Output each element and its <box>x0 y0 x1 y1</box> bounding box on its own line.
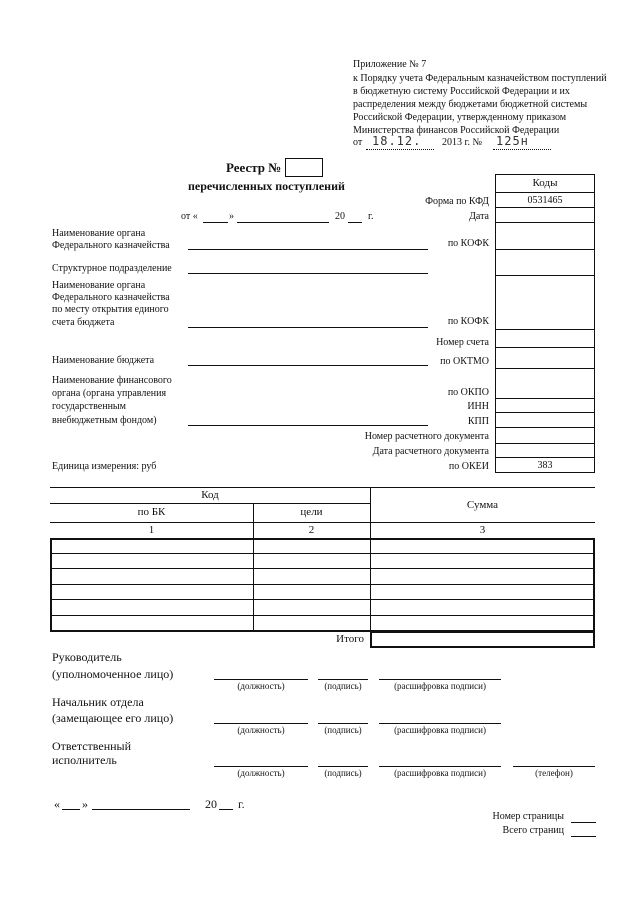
form-code: 0531465 <box>527 195 563 206</box>
date-month-field[interactable] <box>237 222 329 223</box>
appendix-date-value: 18.12. <box>372 134 422 148</box>
appendix-line: к Порядку учета Федеральным казначейством поступлений <box>353 73 607 84</box>
table-kod-header: Код <box>201 489 219 501</box>
label-org2: счета бюджета <box>52 317 115 328</box>
label-page-number: Номер страницы <box>492 811 564 822</box>
table-col-number: 1 <box>148 524 155 536</box>
codes-divider <box>495 398 595 399</box>
sig-resp-label: исполнитель <box>52 753 117 767</box>
table-po-bk-header: по БК <box>137 506 166 518</box>
label-total-pages: Всего страниц <box>502 825 564 836</box>
sig-caption: (должность) <box>237 768 285 778</box>
sig-resp-label: Ответственный <box>52 739 132 753</box>
footer-month-field[interactable] <box>92 809 190 810</box>
table-row[interactable] <box>50 568 595 569</box>
register-number-box[interactable] <box>285 158 323 177</box>
label-budget: Наименование бюджета <box>52 355 155 366</box>
struct-field[interactable] <box>188 273 428 274</box>
sig-caption: (расшифровка подписи) <box>394 725 486 735</box>
footer-year: 20 <box>205 797 217 811</box>
label-okpo: по ОКПО <box>447 387 489 398</box>
table-divider <box>50 503 370 504</box>
label-oktmo: по ОКТМО <box>440 356 489 367</box>
codes-divider <box>495 457 595 458</box>
table-col-number: 3 <box>479 524 486 536</box>
label-kofk: по КОФК <box>447 238 489 249</box>
page-number-field[interactable] <box>571 822 596 823</box>
okei-code: 383 <box>537 460 553 471</box>
register-subtitle: перечисленных поступлений <box>188 179 345 193</box>
sig-caption: (должность) <box>237 681 285 691</box>
total-pages-field[interactable] <box>571 836 596 837</box>
table-row[interactable] <box>50 599 595 600</box>
sig-resp-name-field[interactable] <box>379 766 501 767</box>
table-top-border <box>50 487 595 488</box>
codes-divider <box>495 329 595 330</box>
table-col-number: 2 <box>308 524 315 536</box>
sig-caption: (подпись) <box>324 725 362 735</box>
table-total-cell[interactable] <box>370 631 595 648</box>
sig-dept-name-field[interactable] <box>379 723 501 724</box>
order-underline <box>493 149 551 150</box>
label-unit: Единица измерения: руб <box>52 461 157 472</box>
sig-caption: (расшифровка подписи) <box>394 768 486 778</box>
footer-year-field[interactable] <box>219 809 233 810</box>
table-celi-header: цели <box>300 506 323 518</box>
label-doc-number: Номер расчетного документа <box>364 431 489 442</box>
label-okei: по ОКЕИ <box>448 461 489 472</box>
label-inn: ИНН <box>467 401 489 412</box>
codes-divider <box>495 347 595 348</box>
date-prefix: от « <box>181 211 198 222</box>
budget-field[interactable] <box>188 365 428 366</box>
sig-resp-signature-field[interactable] <box>318 766 368 767</box>
sig-dept-signature-field[interactable] <box>318 723 368 724</box>
codes-divider <box>495 443 595 444</box>
codes-divider <box>495 275 595 276</box>
appendix-line: Министерства финансов Российской Федерации <box>353 125 560 136</box>
sig-dept-position-field[interactable] <box>214 723 308 724</box>
table-row[interactable] <box>50 584 595 585</box>
label-kpp: КПП <box>467 416 489 427</box>
date-mid: » <box>229 211 234 222</box>
date-suffix: г. <box>368 211 374 222</box>
label-org: Наименование органа <box>52 228 146 239</box>
sig-caption: (телефон) <box>535 768 573 778</box>
codes-divider <box>495 222 595 223</box>
appendix-year: 2013 г. № <box>442 137 483 148</box>
footer-suffix: г. <box>238 797 245 811</box>
label-fin: государственным <box>52 401 126 412</box>
sig-resp-position-field[interactable] <box>214 766 308 767</box>
table-total-label: Итого <box>336 633 364 645</box>
sig-caption: (подпись) <box>324 768 362 778</box>
appendix-line: Российской Федерации, утвержденному приказом <box>353 112 567 123</box>
appendix-date-prefix: от <box>353 137 363 148</box>
sig-resp-phone-field[interactable] <box>513 766 595 767</box>
appendix-line: распределения между бюджетами бюджетной системы <box>353 99 588 110</box>
appendix-line: в бюджетную систему Российской Федерации и их <box>353 86 570 97</box>
label-struct: Структурное подразделение <box>52 263 172 274</box>
label-doc-date: Дата расчетного документа <box>372 446 489 457</box>
sig-dept-label: (замещающее его лицо) <box>52 711 174 725</box>
codes-divider <box>495 249 595 250</box>
label-org2: Наименование органа <box>52 280 146 291</box>
table-row[interactable] <box>50 553 595 554</box>
appendix-title: Приложение № 7 <box>353 59 427 70</box>
codes-frame <box>495 174 595 473</box>
table-row[interactable] <box>50 615 595 616</box>
org-field[interactable] <box>188 249 428 250</box>
footer-quote-close: » <box>82 797 88 811</box>
codes-divider <box>495 192 595 193</box>
sig-head-name-field[interactable] <box>379 679 501 680</box>
table-divider <box>50 522 595 523</box>
label-fin: Наименование финансового <box>52 375 172 386</box>
sig-head-label: Руководитель <box>52 650 122 664</box>
sig-head-label: (уполномоченное лицо) <box>52 667 174 681</box>
label-account: Номер счета <box>436 337 489 348</box>
label-date: Дата <box>469 211 489 222</box>
sig-head-position-field[interactable] <box>214 679 308 680</box>
sig-caption: (должность) <box>237 725 285 735</box>
label-org2: по месту открытия единого <box>52 304 169 315</box>
sig-caption: (подпись) <box>324 681 362 691</box>
label-org2: Федерального казначейства <box>52 292 170 303</box>
codes-header: Коды <box>532 177 558 189</box>
codes-divider <box>495 427 595 428</box>
codes-divider <box>495 207 595 208</box>
codes-divider <box>495 368 595 369</box>
date-underline <box>366 149 434 150</box>
date-day-field[interactable] <box>203 222 228 223</box>
appendix-order-number: 125н <box>496 134 529 148</box>
sig-dept-label: Начальник отдела <box>52 695 144 709</box>
sig-head-signature-field[interactable] <box>318 679 368 680</box>
label-fin: внебюджетным фондом) <box>52 415 157 426</box>
footer-quote-open: « <box>54 797 60 811</box>
label-form-kfd: Форма по КФД <box>425 196 489 207</box>
label-org: Федерального казначейства <box>52 240 170 251</box>
fin-field[interactable] <box>188 425 428 426</box>
org2-field[interactable] <box>188 327 428 328</box>
register-title: Реестр № <box>226 160 282 175</box>
date-year: 20 <box>335 211 345 222</box>
sig-caption: (расшифровка подписи) <box>394 681 486 691</box>
codes-divider <box>495 412 595 413</box>
footer-day-field[interactable] <box>62 809 80 810</box>
label-fin: органа (органа управления <box>52 388 167 399</box>
table-summa-header: Сумма <box>466 499 499 511</box>
label-kofk: по КОФК <box>447 316 489 327</box>
date-year-field[interactable] <box>348 222 362 223</box>
